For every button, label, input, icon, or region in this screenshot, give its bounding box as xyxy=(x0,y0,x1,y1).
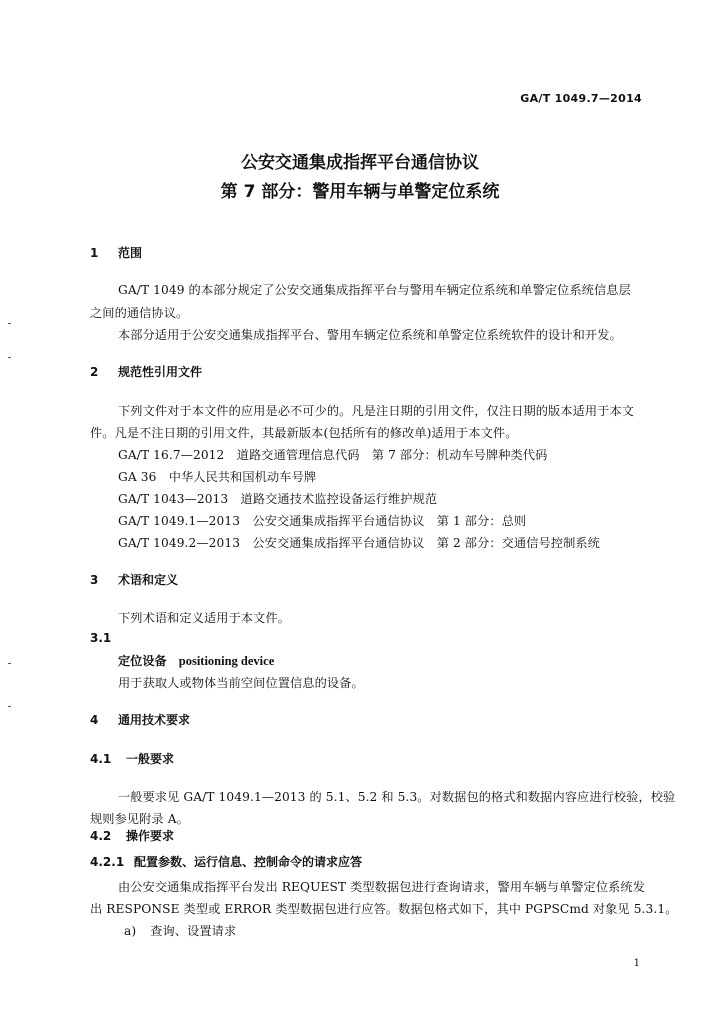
section-number: 3 xyxy=(90,573,99,587)
section-4-1-line-1: 一般要求见 GA/T 1049.1—2013 的 5.1、5.2 和 5.3。对数据包的格式和数据内容应进行校验，校验 xyxy=(118,790,676,804)
normative-reference: GA 36 中华人民共和国机动车号牌 xyxy=(118,470,317,484)
document-title-line2: 第 7 部分：警用车辆与单警定位系统 xyxy=(220,182,500,202)
section-number: 4.1 xyxy=(90,752,112,766)
section-4-2-1-heading xyxy=(90,853,362,870)
section-title: 操作要求 xyxy=(126,829,175,843)
document-title-line1: 公安交通集成指挥平台通信协议 xyxy=(241,153,479,173)
term-entry xyxy=(118,652,274,669)
section-title: 范围 xyxy=(118,246,143,260)
normative-reference: GA/T 16.7—2012 道路交通管理信息代码 第 7 部分：机动车号牌种类代码 xyxy=(118,448,548,462)
section-3-paragraph-1: 下列术语和定义适用于本文件。 xyxy=(118,611,291,625)
section-1-paragraph-1-line-2: 之间的通信协议。 xyxy=(90,306,189,320)
scan-margin-mark xyxy=(8,323,11,324)
section-4-2-1-line-2: 出 RESPONSE 类型或 ERROR 类型数据包进行应答。数据包格式如下，其中 PGPSCmd 对象见 5.3.1。 xyxy=(90,902,678,916)
section-1-paragraph-1-line-1: GA/T 1049 的本部分规定了公安交通集成指挥平台与警用车辆定位系统和单警定位系统信息层 xyxy=(118,283,631,297)
section-title: 一般要求 xyxy=(126,752,175,766)
section-number: 4.2.1 xyxy=(90,855,125,869)
normative-reference: GA/T 1043—2013 道路交通技术监控设备运行维护规范 xyxy=(118,492,438,506)
list-item-text: 查询、设置请求 xyxy=(150,924,237,938)
term-english: positioning device xyxy=(178,654,275,668)
section-title: 规范性引用文件 xyxy=(118,365,203,379)
section-number: 4 xyxy=(90,713,99,727)
section-2-paragraph-1-line-1: 下列文件对于本文件的应用是必不可少的。凡是注日期的引用文件，仅注日期的版本适用于本文 xyxy=(118,404,635,418)
section-2-heading xyxy=(90,363,202,380)
scan-margin-mark xyxy=(8,357,11,358)
section-number: 1 xyxy=(90,246,99,260)
section-4-1-heading xyxy=(90,750,174,767)
section-title: 配置参数、运行信息、控制命令的请求应答 xyxy=(134,855,363,869)
list-item-a xyxy=(124,922,236,939)
section-4-2-1-line-1: 由公安交通集成指挥平台发出 REQUEST 类型数据包进行查询请求，警用车辆与单警定位系统发 xyxy=(118,880,645,894)
section-4-2-heading xyxy=(90,827,174,844)
section-4-heading xyxy=(90,711,190,728)
section-4-1-line-2: 规则参见附录 A。 xyxy=(90,812,189,826)
term-chinese: 定位设备 xyxy=(118,654,167,668)
standard-code: GA/T 1049.7—2014 xyxy=(520,92,642,105)
section-3-heading xyxy=(90,571,178,588)
normative-reference: GA/T 1049.2—2013 公安交通集成指挥平台通信协议 第 2 部分：交通信号控制系统 xyxy=(118,536,600,550)
section-number: 2 xyxy=(90,365,99,379)
section-2-paragraph-1-line-2: 件。凡是不注日期的引用文件，其最新版本(包括所有的修改单)适用于本文件。 xyxy=(90,426,518,440)
section-number: 4.2 xyxy=(90,829,112,843)
term-definition: 用于获取人或物体当前空间位置信息的设备。 xyxy=(118,676,364,690)
section-1-heading xyxy=(90,244,142,261)
section-title: 通用技术要求 xyxy=(118,713,191,727)
list-item-label: a) xyxy=(124,924,137,938)
section-1-paragraph-2: 本部分适用于公安交通集成指挥平台、警用车辆定位系统和单警定位系统软件的设计和开发。 xyxy=(118,328,622,342)
scan-margin-mark xyxy=(8,706,11,707)
scan-margin-mark xyxy=(8,663,11,664)
term-number: 3.1 xyxy=(90,631,112,645)
page-number: 1 xyxy=(633,958,640,969)
normative-reference: GA/T 1049.1—2013 公安交通集成指挥平台通信协议 第 1 部分：总则 xyxy=(118,514,527,528)
section-title: 术语和定义 xyxy=(118,573,179,587)
